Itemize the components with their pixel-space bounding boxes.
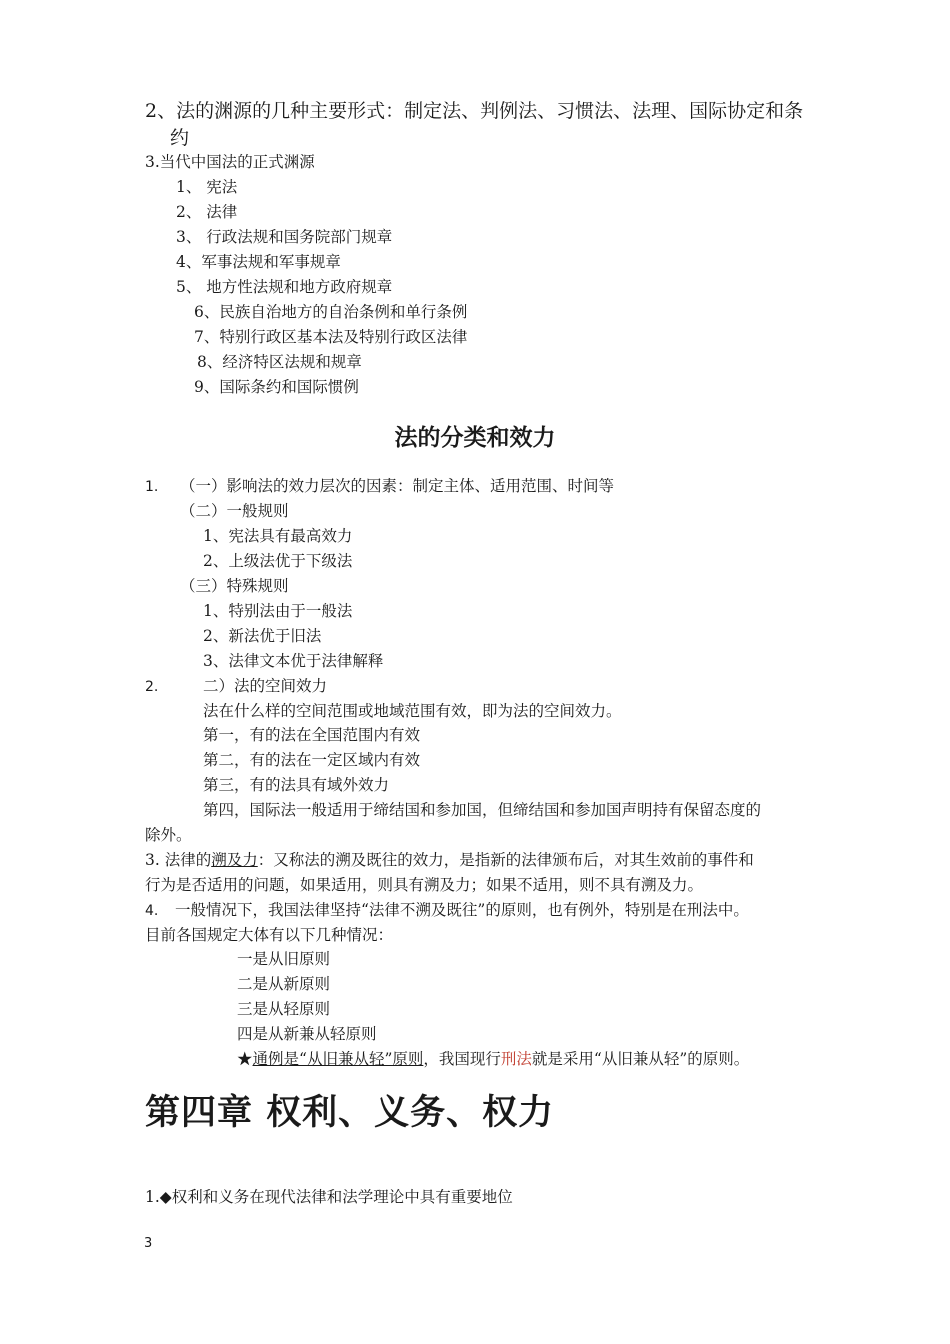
space-title: 二）法的空间效力 <box>203 677 328 695</box>
item2-line1: 2、法的渊源的几种主要形式：制定法、判例法、习惯法、法理、国际协定和条 <box>145 100 804 122</box>
space-second: 第二，有的法在一定区域内有效 <box>203 751 421 769</box>
space-fourth-line1: 第四，国际法一般适用于缔结国和参加国，但缔结国和参加国声明持有保留态度的 <box>203 801 762 819</box>
effect-p1: （一）影响法的效力层次的因素：制定主体、适用范围、时间等 <box>180 477 615 495</box>
list-number: 2. <box>145 679 159 695</box>
retroactivity-line2: 行为是否适用的问题，如果适用，则具有溯及力；如果不适用，则不具有溯及力。 <box>145 876 704 894</box>
principle-item: 三是从轻原则 <box>237 1000 331 1018</box>
chapter-item: 1.◆权利和义务在现代法律和法学理论中具有重要地位 <box>145 1188 513 1206</box>
effect-p2a: 1、宪法具有最高效力 <box>203 527 353 545</box>
star-icon: ★ <box>237 1050 253 1068</box>
effect-p3b: 2、新法优于旧法 <box>203 627 322 645</box>
effect-p3a: 1、特别法由于一般法 <box>203 602 353 620</box>
page-number: 3 <box>144 1236 153 1251</box>
list-number: 1. <box>145 479 159 495</box>
source-item: 3、 行政法规和国务院部门规章 <box>176 228 393 246</box>
retro-rest: ：又称法的溯及既往的效力，是指新的法律颁布后，对其生效前的事件和 <box>257 851 754 869</box>
source-item: 6、民族自治地方的自治条例和单行条例 <box>194 303 468 321</box>
principle-item: 二是从新原则 <box>237 975 331 993</box>
item2-line2: 约 <box>170 127 190 149</box>
effect-p3: （三）特殊规则 <box>180 577 289 595</box>
principle-item: 一是从旧原则 <box>237 950 331 968</box>
space-first: 第一，有的法在全国范围内有效 <box>203 726 421 744</box>
common-mid: ，我国现行 <box>423 1050 501 1068</box>
common-rule-line <box>237 1049 749 1069</box>
common-rule: 通例是“从旧兼从轻”原则 <box>252 1050 424 1068</box>
common-end: 就是采用“从旧兼从轻”的原则。 <box>531 1050 750 1068</box>
retro-prefix: 3. 法律的 <box>145 851 212 869</box>
item3-title: 3.当代中国法的正式渊源 <box>145 153 315 171</box>
source-item: 5、 地方性法规和地方政府规章 <box>176 278 393 296</box>
principle-item: 四是从新兼从轻原则 <box>237 1025 377 1043</box>
criminal-law: 刑法 <box>500 1050 532 1068</box>
list-number: 4. <box>145 903 159 919</box>
effect-p2b: 2、上级法优于下级法 <box>203 552 353 570</box>
source-item: 2、 法律 <box>176 203 238 221</box>
general-line1: 一般情况下，我国法律坚持“法律不溯及既往”的原则，也有例外，特别是在刑法中。 <box>175 901 749 919</box>
source-item: 1、 宪法 <box>176 178 238 196</box>
space-fourth-line2: 除外。 <box>145 826 192 844</box>
source-item: 9、国际条约和国际惯例 <box>194 378 359 396</box>
effect-p3c: 3、法律文本优于法律解释 <box>203 652 384 670</box>
source-item: 7、特别行政区基本法及特别行政区法律 <box>194 328 468 346</box>
chapter-heading: 第四章 权利、义务、权力 <box>145 1092 555 1133</box>
space-definition: 法在什么样的空间范围或地域范围有效，即为法的空间效力。 <box>203 702 622 720</box>
retro-term: 溯及力 <box>211 851 258 869</box>
retroactivity-line1 <box>145 850 754 870</box>
source-item: 4、军事法规和军事规章 <box>176 253 341 271</box>
source-item: 8、经济特区法规和规章 <box>197 353 362 371</box>
section-heading: 法的分类和效力 <box>394 425 556 451</box>
general-line2: 目前各国规定大体有以下几种情况： <box>145 926 394 944</box>
effect-p2: （二）一般规则 <box>180 502 289 520</box>
space-third: 第三，有的法具有域外效力 <box>203 776 390 794</box>
